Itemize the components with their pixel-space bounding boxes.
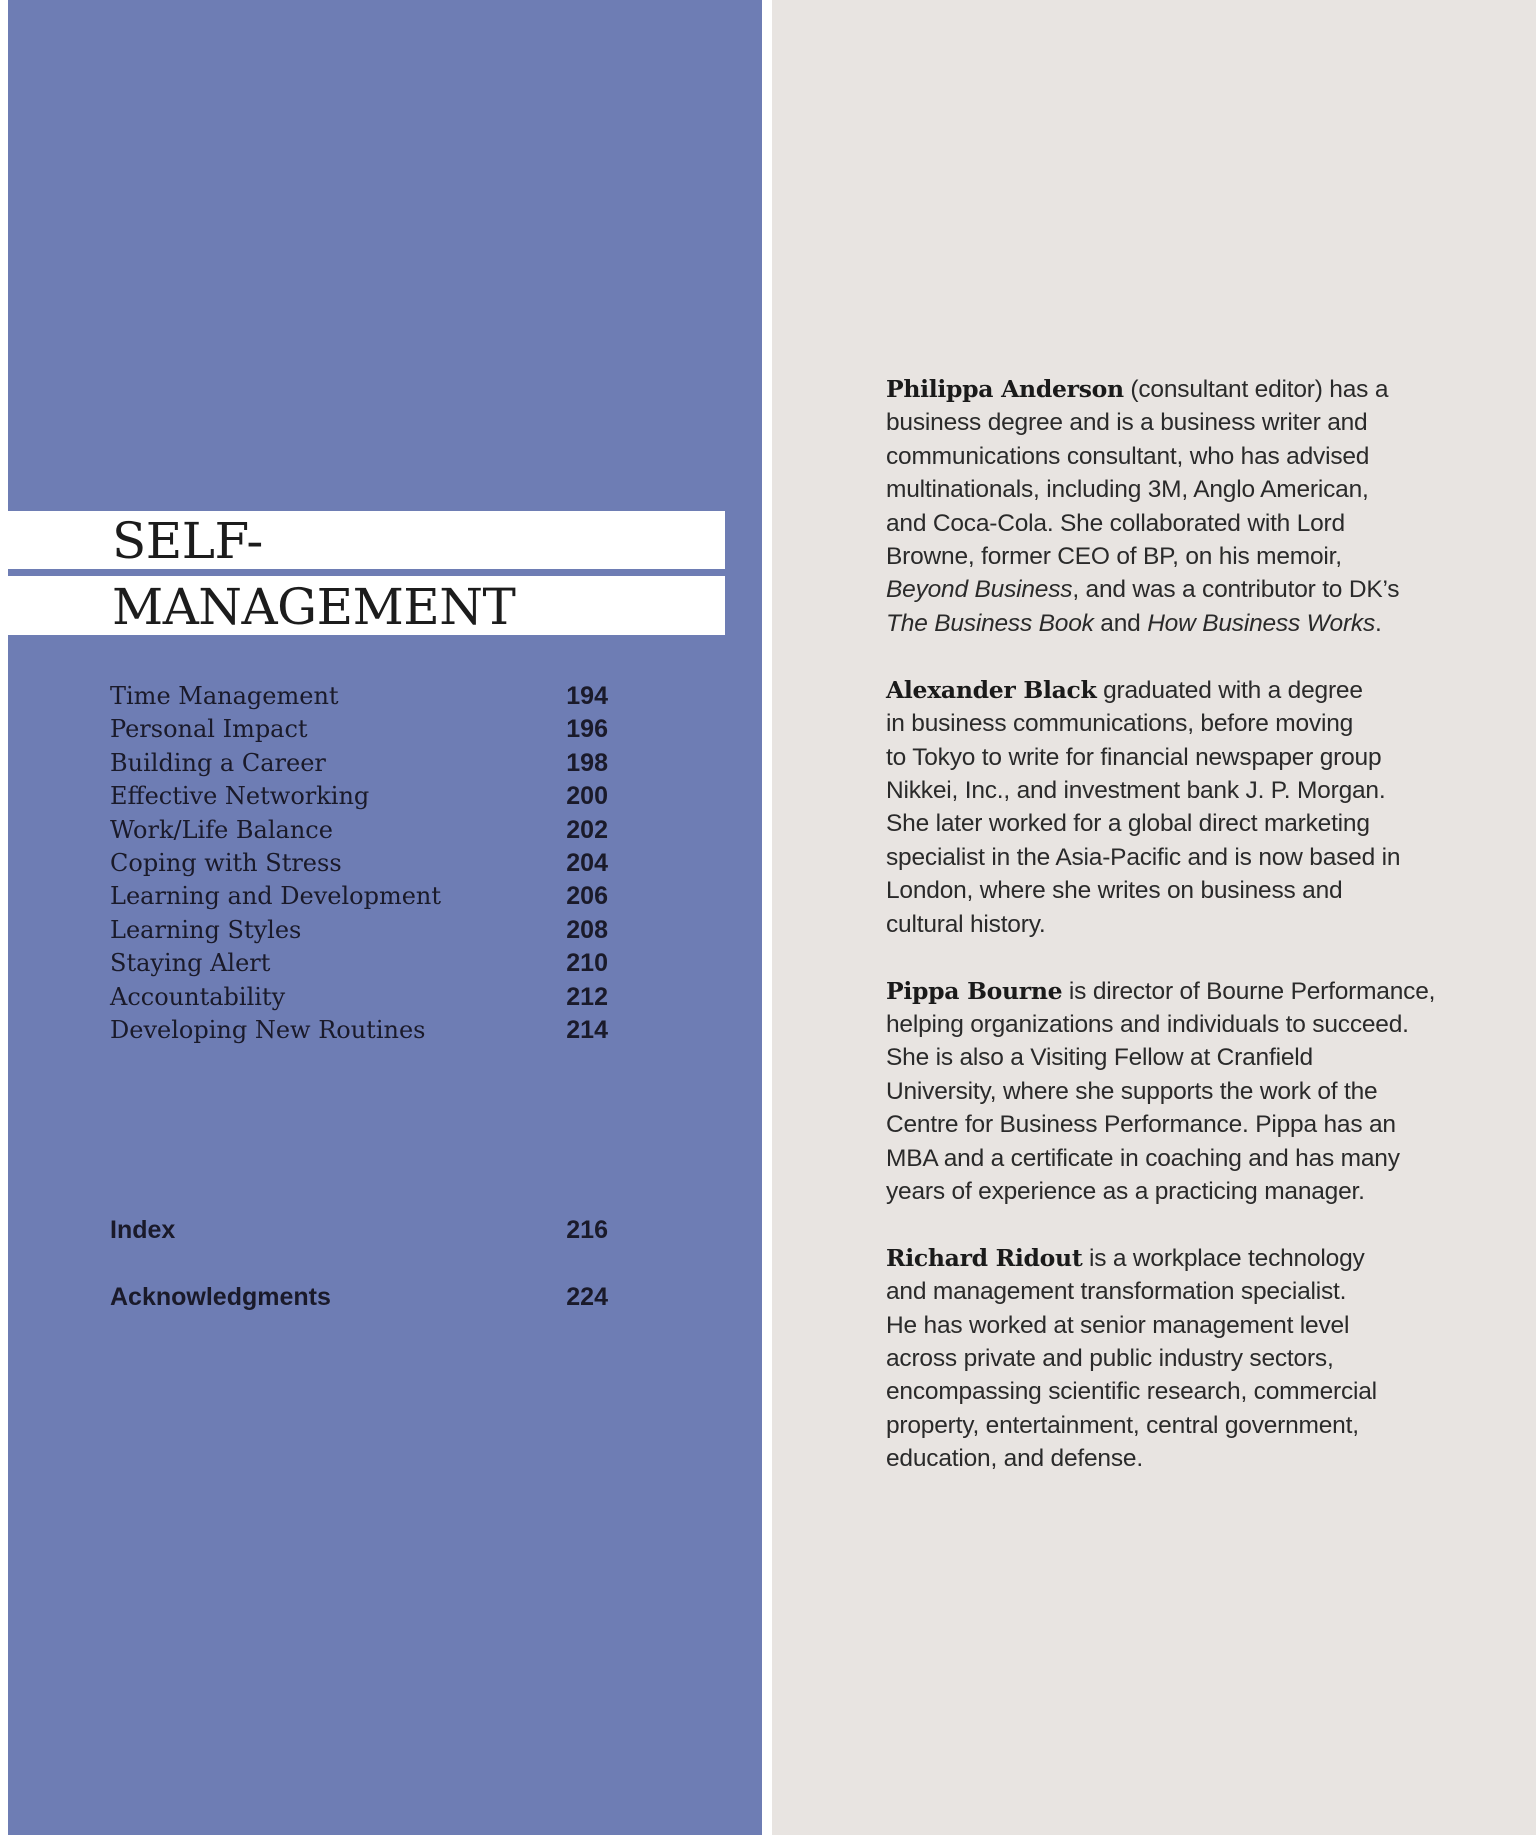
toc-entry[interactable] <box>110 782 608 815</box>
toc-entry[interactable] <box>110 682 608 715</box>
contributor-bio: Richard Ridout is a workplace technology and management transformation specialist. He has worked at senior management level across private and public industry sectors, encompassing scientific research, commercial property, entertainment, central government, education, and defense. <box>886 1243 1377 1473</box>
toc-entry-title: Building a Career <box>110 748 326 777</box>
contributor-bios <box>886 373 1436 1509</box>
toc-entry-title: Developing New Routines <box>110 1015 426 1044</box>
contributor-bio: Philippa Anderson (consultant editor) has a business degree and is a business writer and communications consultant, who has advised multinationals, including 3M, Anglo American, and Coca-Cola. She collaborated with Lord Browne, former CEO of BP, on his memoir, Beyond Business, and was a contributor to DK’s The Business Book and How Business Works. <box>886 375 1400 637</box>
book-title: The Business Book <box>886 609 1094 637</box>
toc-entry-page: 194 <box>566 682 608 710</box>
toc-entry-title: Learning Styles <box>110 915 302 944</box>
toc-entry[interactable] <box>110 916 608 949</box>
toc-index-entry[interactable] <box>110 1216 608 1245</box>
toc-entry-page: 196 <box>566 715 608 744</box>
book-title: Beyond Business <box>886 576 1073 604</box>
contributor-bio: Alexander Black graduated with a degree in business communications, before moving to Tokyo to write for financial newspaper group Nikkei, Inc., and investment bank J. P. Morgan. She later worked for a global direct marketing specialist in the Asia-Pacific and is now based in London, where she writes on business and cultural history. <box>886 675 1401 938</box>
toc-entry-title: Effective Networking <box>110 782 370 811</box>
table-of-contents <box>110 682 608 1049</box>
toc-entry[interactable] <box>110 983 608 1016</box>
toc-entry-page: 212 <box>566 982 608 1011</box>
index-page: 216 <box>566 1216 608 1244</box>
book-title: How Business Works <box>1147 609 1376 637</box>
toc-entry-title: Work/Life Balance <box>110 815 333 844</box>
contributor-bio: Pippa Bourne is director of Bourne Performance, helping organizations and individuals to succeed. She is also a Visiting Fellow at Cranfield University, where she supports the work of the Centre for Business Performance. Pippa has an MBA and a certificate in coaching and has many years of experience as a practicing manager. <box>886 976 1436 1205</box>
section-title-line2: MANAGEMENT <box>112 578 516 636</box>
contributor-name: Pippa Bourne <box>886 976 1063 1005</box>
index-title: Index <box>110 1216 176 1244</box>
page-gutter <box>762 0 772 1835</box>
toc-entry-page: 200 <box>566 782 608 811</box>
toc-entry-page: 204 <box>566 848 608 877</box>
toc-entry-page: 202 <box>566 815 608 844</box>
toc-entry-title: Staying Alert <box>110 949 271 978</box>
toc-entry[interactable] <box>110 715 608 748</box>
contributor-name: Alexander Black <box>886 675 1097 704</box>
toc-entry[interactable] <box>110 882 608 915</box>
toc-entry[interactable] <box>110 949 608 982</box>
toc-entry-title: Personal Impact <box>110 715 308 744</box>
contributor-name: Richard Ridout <box>886 1243 1083 1272</box>
toc-entry-page: 198 <box>566 748 608 777</box>
toc-entry-title: Accountability <box>110 982 286 1011</box>
toc-entry-title: Learning and Development <box>110 882 442 911</box>
toc-acknowledgments-entry[interactable] <box>110 1283 608 1312</box>
toc-entry[interactable] <box>110 849 608 882</box>
toc-entry-title: Time Management <box>110 682 339 710</box>
toc-entry-page: 210 <box>566 949 608 978</box>
toc-entry-page: 206 <box>566 882 608 911</box>
acknowledgments-title: Acknowledgments <box>110 1283 331 1311</box>
toc-entry-title: Coping with Stress <box>110 848 342 877</box>
toc-entry[interactable] <box>110 1016 608 1049</box>
toc-entry[interactable] <box>110 749 608 782</box>
toc-entry-page: 208 <box>566 915 608 944</box>
toc-entry[interactable] <box>110 816 608 849</box>
toc-entry-page: 214 <box>566 1015 608 1044</box>
acknowledgments-page: 224 <box>566 1283 608 1311</box>
section-title-line1: SELF- <box>112 512 263 570</box>
contributor-name: Philippa Anderson <box>886 375 1124 403</box>
